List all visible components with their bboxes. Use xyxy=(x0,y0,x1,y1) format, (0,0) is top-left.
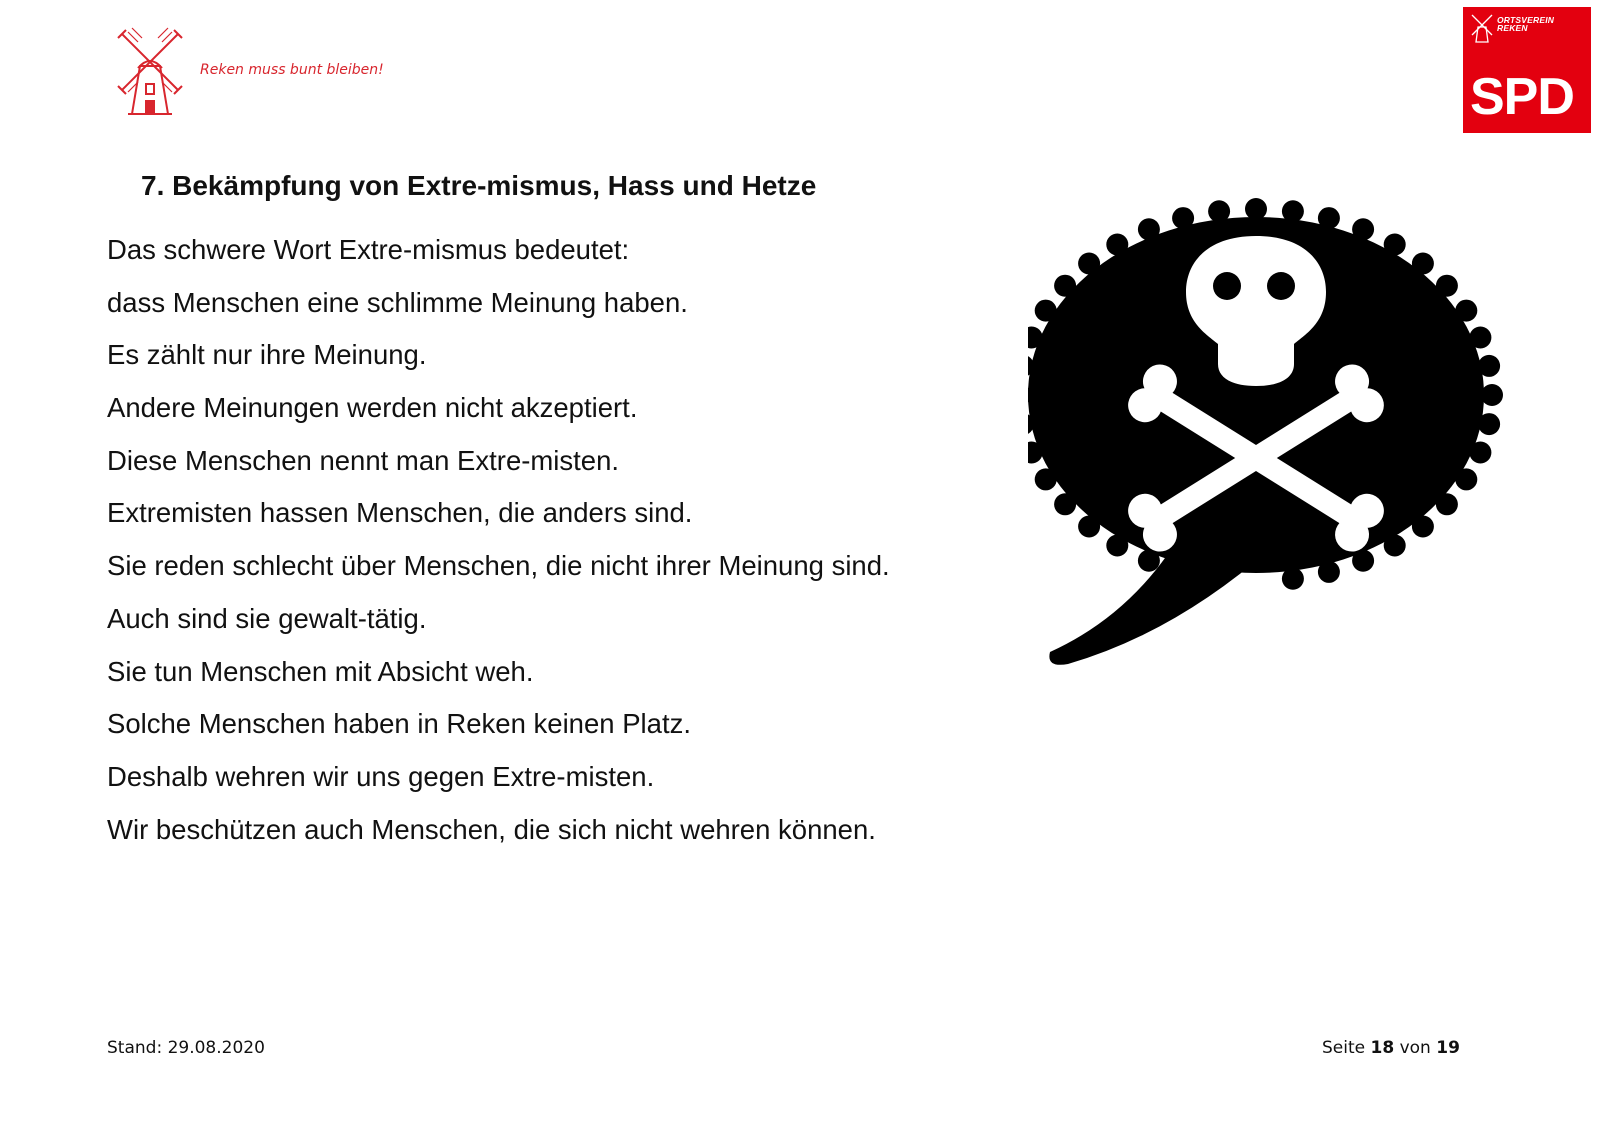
body-line: Sie tun Menschen mit Absicht weh. xyxy=(107,655,534,687)
bubble-edge-dot xyxy=(1412,253,1434,275)
footer-page-number xyxy=(1322,1038,1460,1058)
body-line: Wir beschützen auch Menschen, die sich nicht wehren können. xyxy=(107,813,876,845)
bubble-edge-dot xyxy=(1412,516,1434,538)
bubble-edge-dot xyxy=(1282,200,1304,222)
body-line: dass Menschen eine schlimme Meinung haben. xyxy=(107,286,688,318)
bubble-edge-dot xyxy=(1054,493,1076,515)
bubble-edge-dot xyxy=(1352,550,1374,572)
bubble-edge-dot xyxy=(1384,234,1406,256)
bubble-edge-dot xyxy=(1352,218,1374,240)
spd-ortsverein-line1: ORTSVEREIN xyxy=(1497,15,1555,25)
spd-logo xyxy=(1463,7,1591,133)
bubble-edge-dot xyxy=(1478,413,1500,435)
bubble-edge-dot xyxy=(1106,535,1128,557)
bubble-edge-dot xyxy=(1035,300,1057,322)
bubble-edge-dot xyxy=(1318,207,1340,229)
body-line: Auch sind sie gewalt-tätig. xyxy=(107,602,427,634)
body-line: Extremisten hassen Menschen, die anders sind. xyxy=(107,497,693,529)
windmill-logo-icon xyxy=(112,26,192,122)
bubble-edge-dot xyxy=(1138,218,1160,240)
section-heading: 7. Bekämpfung von Extre-mismus, Hass und Hetze xyxy=(141,170,817,201)
bubble-edge-dot xyxy=(1054,275,1076,297)
body-line: Diese Menschen nennt man Extre-misten. xyxy=(107,444,620,476)
bubble-edge-dot xyxy=(1282,568,1304,590)
bubble-edge-dot xyxy=(1172,207,1194,229)
page-total: 19 xyxy=(1436,1038,1460,1058)
body-line: Es zählt nur ihre Meinung. xyxy=(107,339,427,371)
bubble-edge-dot xyxy=(1245,198,1267,220)
spd-wordmark: SPD xyxy=(1470,68,1574,126)
body-line: Sie reden schlecht über Menschen, die nicht ihrer Meinung sind. xyxy=(107,550,890,582)
bubble-edge-dot xyxy=(1478,355,1500,377)
bubble-edge-dot xyxy=(1469,442,1491,464)
bubble-edge-dot xyxy=(1481,384,1503,406)
spd-ortsverein-line2: REKEN xyxy=(1497,23,1528,33)
bubble-edge-dot xyxy=(1436,275,1458,297)
bubble-edge-dot xyxy=(1035,468,1057,490)
bubble-edge-dot xyxy=(1469,327,1491,349)
bubble-edge-dot xyxy=(1138,550,1160,572)
bubble-edge-dot xyxy=(1436,493,1458,515)
body-text-list xyxy=(107,224,890,856)
bubble-edge-dot xyxy=(1208,200,1230,222)
bubble-edge-dot xyxy=(1455,468,1477,490)
bubble-edge-dot xyxy=(1106,234,1128,256)
body-line: Solche Menschen haben in Reken keinen Platz. xyxy=(107,708,691,740)
page-prefix: Seite xyxy=(1322,1038,1366,1058)
body-line: Andere Meinungen werden nicht akzeptiert. xyxy=(107,392,638,424)
bubble-edge-dot xyxy=(1078,253,1100,275)
windmill-small-icon xyxy=(1470,13,1494,43)
bubble-edge-dot xyxy=(1455,300,1477,322)
bubble-edge-dot xyxy=(1384,535,1406,557)
footer-date: Stand: 29.08.2020 xyxy=(107,1038,265,1058)
skull-speech-bubble-icon xyxy=(1028,182,1528,682)
bubble-edge-dot xyxy=(1318,561,1340,583)
body-line: Das schwere Wort Extre-mismus bedeutet: xyxy=(107,234,630,265)
bubble-edge-dot xyxy=(1078,516,1100,538)
slogan-text: Reken muss bunt bleiben! xyxy=(200,62,384,78)
spd-ortsverein-label xyxy=(1497,16,1554,32)
page-current: 18 xyxy=(1370,1038,1395,1058)
page-separator: von xyxy=(1399,1038,1431,1058)
body-line: Deshalb wehren wir uns gegen Extre-misten. xyxy=(107,760,655,792)
